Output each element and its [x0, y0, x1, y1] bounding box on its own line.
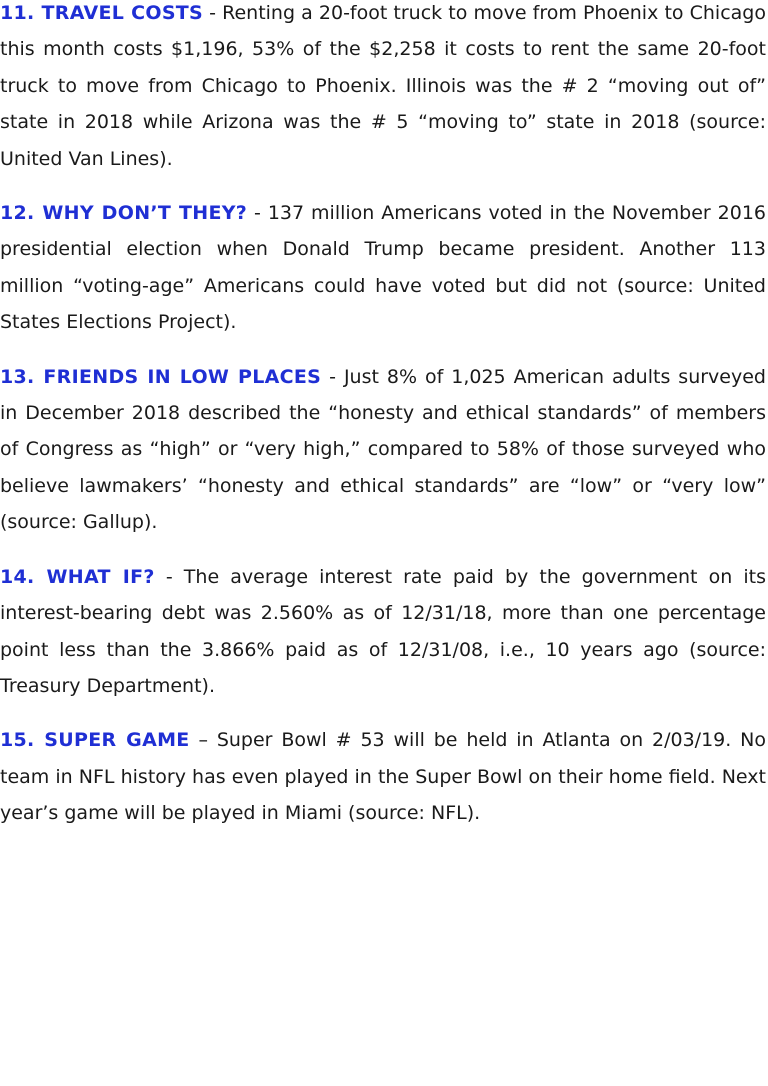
item-body: The average interest rate paid by the government on its interest-bearing debt was 2.560% as of 12/31/18, more than one percentage point less than the 3.866% paid as of 12/31/08, i.e., 10 years ago (source: Treasury Department). [0, 565, 766, 697]
item-body: Renting a 20-foot truck to move from Phoenix to Chicago this month costs $1,196, 53% of the $2,258 it costs to rent the same 20-foot truck to move from Chicago to Phoenix. Illinois was the # 2 “moving out of” state in 2018 while Arizona was the # 5 “moving to” state in 2018 (source: United Van Lines). [0, 2, 766, 170]
item-separator: - [321, 365, 344, 388]
item-12 [0, 195, 766, 341]
item-body: Just 8% of 1,025 American adults surveyed in December 2018 described the “honesty and ethical standards” of members of Congress as “high” or “very high,” compared to 58% of those surveyed who believe lawmakers’ “honesty and ethical standards” are “low” or “very low” (source: Gallup). [0, 365, 766, 534]
item-separator: - [154, 565, 184, 588]
item-body: 137 million Americans voted in the November 2016 presidential election when Donald Trump became president. Another 113 million “voting-age” Americans could have voted but did not (source: United States Elections Project). [0, 202, 766, 334]
item-separator: - [203, 2, 223, 24]
item-14 [0, 559, 766, 705]
item-body: Super Bowl # 53 will be held in Atlanta on 2/03/19. No team in NFL history has even played in the Super Bowl on their home field. Next year’s game will be played in Miami (source: NFL). [0, 729, 767, 825]
item-separator: – [189, 729, 217, 752]
item-15 [0, 722, 766, 831]
item-heading: 14. WHAT IF? [0, 565, 155, 588]
item-heading: 12. WHY DON’T THEY? [0, 202, 248, 225]
item-heading: 11. TRAVEL COSTS [0, 2, 204, 24]
item-13 [0, 359, 766, 541]
item-heading: 13. FRIENDS IN LOW PLACES [0, 365, 322, 388]
item-heading: 15. SUPER GAME [0, 729, 190, 752]
item-11 [0, 0, 766, 177]
item-separator: - [247, 202, 268, 225]
